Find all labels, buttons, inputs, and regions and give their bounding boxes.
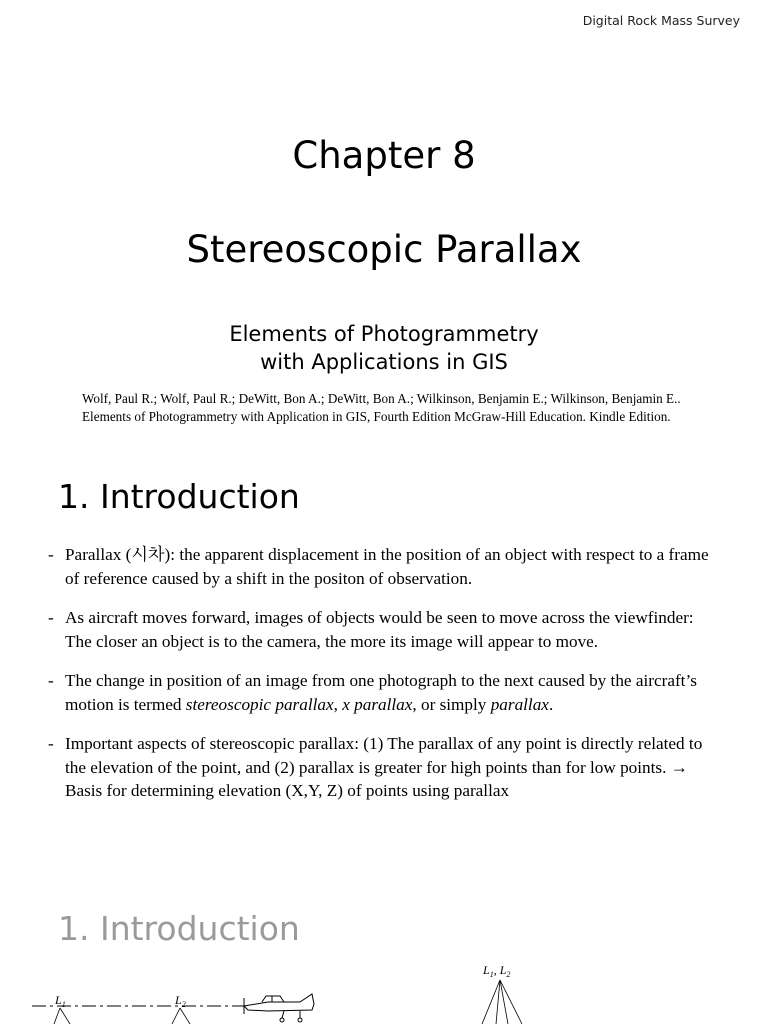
bullet-text: Parallax (시차): the apparent displacement in the position of an object with respect to a frame of reference caused by a shift in the positon of observation.	[65, 545, 709, 588]
bullet-marker: -	[48, 734, 54, 753]
camera-stations-combined-label: $L_1$, $L_2$	[483, 963, 511, 979]
bullet-text: As aircraft moves forward, images of objects would be seen to move across the viewfinder: The closer an object is to the camera, the more its image will appear to move.	[65, 608, 694, 651]
separator: , or simply	[412, 694, 491, 714]
camera-station-l1-label: $L_1$	[55, 993, 66, 1009]
citation-line-2: Elements of Photogrammetry with Application in GIS, Fourth Edition McGraw-Hill Education. Kindle Edition.	[82, 409, 671, 424]
section-heading: 1. Introduction	[58, 477, 300, 516]
book-title-line-1: Elements of Photogrammetry	[229, 322, 539, 346]
combined-ray-1	[482, 980, 500, 1024]
header-title: Digital Rock Mass Survey	[582, 13, 740, 28]
bullet-important-aspects	[48, 732, 718, 803]
combined-ray-3	[500, 980, 508, 1024]
book-title-line-2: with Applications in GIS	[260, 350, 508, 374]
bullet-parallax-definition	[48, 543, 718, 590]
bullet-list	[48, 543, 718, 819]
book-title	[0, 320, 768, 376]
combined-ray-4	[500, 980, 522, 1024]
term-parallax: parallax	[490, 694, 549, 714]
bullet-text-prefix: The change in position of an image from one photograph to the next caused by the aircraft’s motion is termed	[65, 671, 697, 714]
next-page-heading: 1. Introduction	[58, 909, 300, 948]
term-stereoscopic-parallax: stereoscopic parallax	[185, 694, 334, 714]
bullet-text-suffix: .	[548, 694, 554, 714]
citation	[82, 390, 752, 426]
combined-ray-2	[496, 980, 500, 1024]
l1-ray-right	[60, 1008, 70, 1024]
camera-station-l2-label: $L_2$	[175, 993, 186, 1009]
bullet-stereoscopic-parallax	[48, 669, 718, 716]
chapter-subtitle: Stereoscopic Parallax	[186, 228, 582, 271]
bullet-aircraft-motion	[48, 606, 718, 653]
separator: ,	[333, 694, 343, 714]
l1-ray-left	[54, 1008, 60, 1024]
bullet-marker: -	[48, 671, 54, 690]
chapter-title: Chapter 8	[292, 134, 476, 177]
bullet-marker: -	[48, 608, 54, 627]
airplane-icon	[244, 994, 314, 1022]
bullet-marker: -	[48, 545, 54, 564]
l2-ray-left	[172, 1008, 180, 1024]
l2-ray-right	[180, 1008, 190, 1024]
term-x-parallax: x parallax	[342, 694, 413, 714]
citation-line-1: Wolf, Paul R.; Wolf, Paul R.; DeWitt, Bon A.; DeWitt, Bon A.; Wilkinson, Benjamin E.; Wilkinson, Benjamin E..	[82, 391, 681, 406]
bullet-text: Important aspects of stereoscopic parallax: (1) The parallax of any point is directly related to the elevation of the point, and (2) parallax is greater for high points than for low points. → Basis for determining elevation (X,Y, Z) of points using parallax	[65, 734, 703, 800]
parallax-figure	[0, 958, 768, 1024]
